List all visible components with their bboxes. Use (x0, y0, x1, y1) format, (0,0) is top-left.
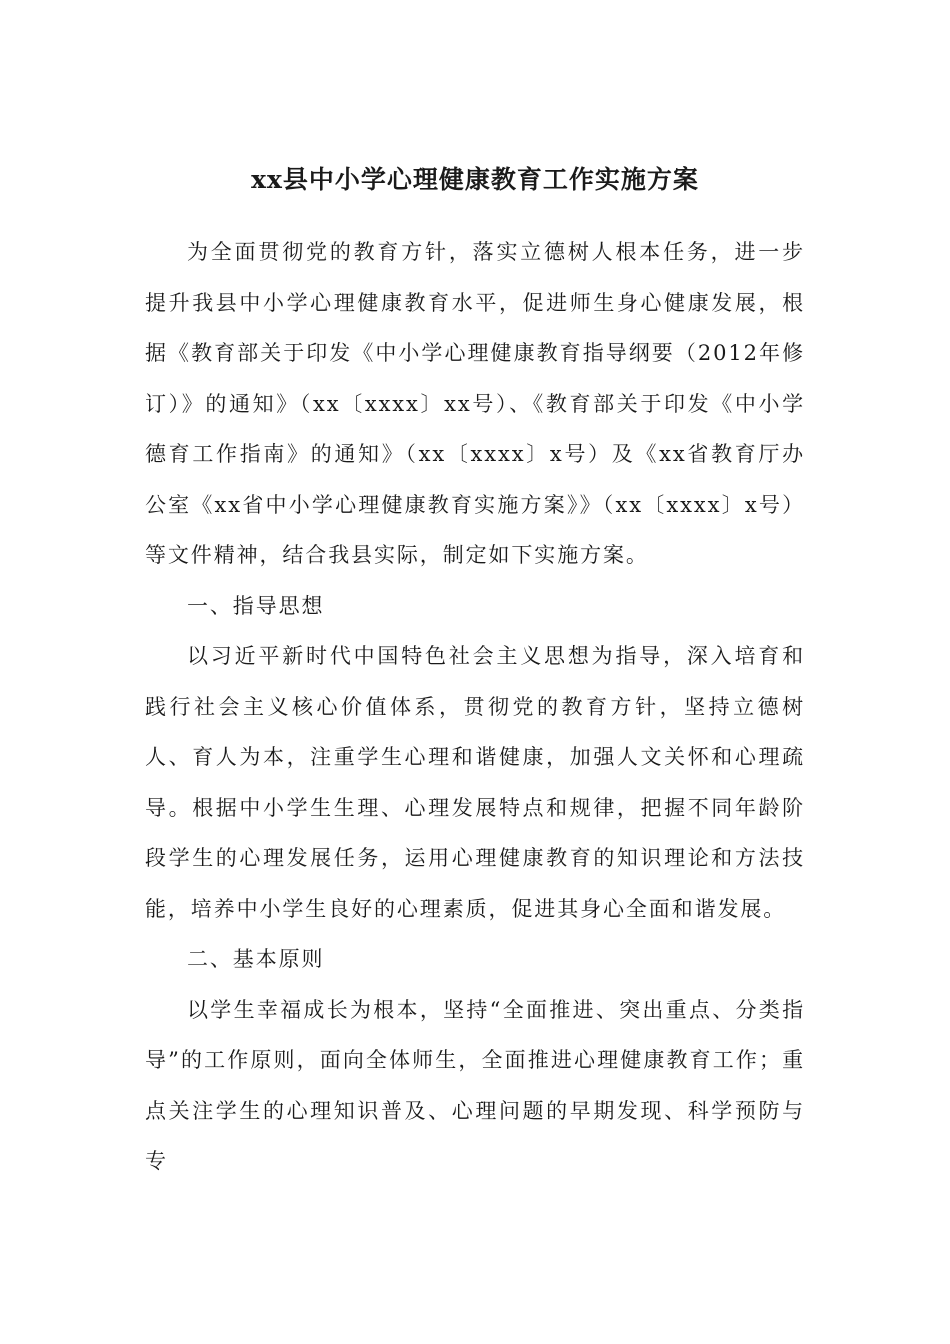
document-body (145, 227, 805, 1187)
basic-principles-paragraph: 以学生幸福成长为根本，坚持“全面推进、突出重点、分类指导”的工作原则，面向全体师生，全面推进心理健康教育工作；重点关注学生的心理知识普及、心理问题的早期发现、科学预防与专 (145, 997, 805, 1173)
section-heading-guiding-ideology: 一、指导思想 (187, 593, 325, 618)
document-title: xx县中小学心理健康教育工作实施方案 (251, 165, 699, 194)
intro-paragraph: 为全面贯彻党的教育方针，落实立德树人根本任务，进一步提升我县中小学心理健康教育水平，促进师生身心健康发展，根据《教育部关于印发《中小学心理健康教育指导纲要（2012年修订）》的通知》（xx〔xxxx〕xx号）、《教育部关于印发《中小学德育工作指南》的通知》（xx〔xxxx〕x号）及《xx省教育厅办公室《xx省中小学心理健康教育实施方案》》（xx〔xxxx〕x号）等文件精神，结合我县实际，制定如下实施方案。 (145, 240, 805, 567)
section-heading-basic-principles: 二、基本原则 (187, 947, 325, 971)
guiding-ideology-paragraph: 以习近平新时代中国特色社会主义思想为指导，深入培育和践行社会主义核心价值体系，贯彻党的教育方针，坚持立德树人、育人为本，注重学生心理和谐健康，加强人文关怀和心理疏导。根据中小学生生理、心理发展特点和规律，把握不同年龄阶段学生的心理发展任务，运用心理健康教育的知识理论和方法技能，培养中小学生良好的心理素质，促进其身心全面和谐发展。 (145, 644, 805, 921)
